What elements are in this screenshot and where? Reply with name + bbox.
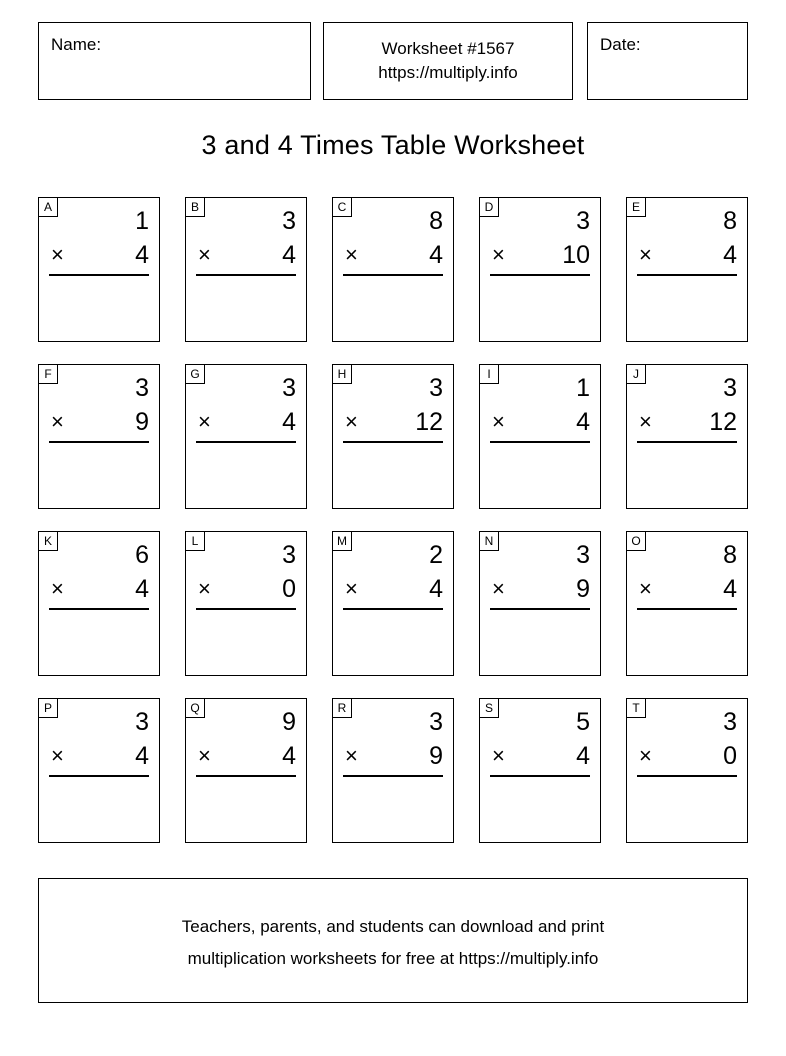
answer-rule — [49, 775, 149, 777]
problem-operand-bottom: 9 — [135, 408, 149, 436]
answer-rule — [637, 441, 737, 443]
problem-operand-bottom: 12 — [709, 408, 737, 436]
multiply-icon: × — [639, 576, 652, 601]
problem-letter: B — [185, 197, 205, 217]
problem-operand-bottom-row — [49, 739, 149, 773]
problem-item[interactable] — [626, 364, 748, 509]
multiply-icon: × — [198, 576, 211, 601]
answer-rule — [637, 608, 737, 610]
problem-operand-bottom: 4 — [135, 742, 149, 770]
date-field-box[interactable] — [587, 22, 748, 100]
problem-operand-top: 3 — [282, 207, 296, 235]
multiply-icon: × — [51, 409, 64, 434]
answer-rule — [490, 775, 590, 777]
problem-operand-bottom: 10 — [562, 241, 590, 269]
problem-letter: P — [38, 698, 58, 718]
problem-body — [196, 204, 296, 276]
problem-letter: G — [185, 364, 205, 384]
multiply-icon: × — [198, 743, 211, 768]
answer-rule — [343, 608, 443, 610]
answer-rule — [49, 441, 149, 443]
answer-rule — [49, 608, 149, 610]
problem-body — [637, 204, 737, 276]
problem-operand-top: 3 — [576, 207, 590, 235]
header-row — [38, 22, 748, 100]
multiply-icon: × — [492, 576, 505, 601]
problem-letter: O — [626, 531, 646, 551]
problem-letter: F — [38, 364, 58, 384]
answer-rule — [343, 441, 443, 443]
multiply-icon: × — [639, 743, 652, 768]
problem-operand-bottom-row — [49, 405, 149, 439]
problem-operand-bottom-row — [637, 238, 737, 272]
problem-letter: C — [332, 197, 352, 217]
answer-rule — [490, 274, 590, 276]
answer-rule — [196, 274, 296, 276]
multiply-icon: × — [492, 743, 505, 768]
footer-note — [38, 878, 748, 1003]
problem-body — [49, 705, 149, 777]
problem-operand-top: 2 — [429, 541, 443, 569]
problem-item[interactable] — [626, 698, 748, 843]
problem-item[interactable] — [185, 197, 307, 342]
problem-letter: J — [626, 364, 646, 384]
problem-letter: I — [479, 364, 499, 384]
problem-operand-bottom: 0 — [723, 742, 737, 770]
problem-body — [637, 705, 737, 777]
problem-item[interactable] — [185, 364, 307, 509]
date-label: Date: — [600, 35, 641, 54]
problem-operand-bottom-row — [490, 238, 590, 272]
multiply-icon: × — [345, 409, 358, 434]
answer-rule — [343, 274, 443, 276]
footer-line-1: Teachers, parents, and students can download and print — [181, 917, 605, 936]
problem-operand-bottom-row — [490, 572, 590, 606]
answer-rule — [490, 441, 590, 443]
name-label: Name: — [51, 35, 102, 54]
problem-item[interactable] — [332, 698, 454, 843]
worksheet-info-box — [323, 22, 573, 100]
problem-operand-bottom: 4 — [282, 241, 296, 269]
problem-letter: L — [185, 531, 205, 551]
problem-operand-bottom-row — [196, 238, 296, 272]
problem-operand-bottom: 4 — [723, 241, 737, 269]
problem-letter: D — [479, 197, 499, 217]
problem-grid — [38, 197, 750, 843]
problem-operand-top: 1 — [135, 207, 149, 235]
problem-item[interactable] — [185, 698, 307, 843]
problem-body — [490, 371, 590, 443]
problem-letter: R — [332, 698, 352, 718]
problem-item[interactable] — [332, 364, 454, 509]
problem-operand-top: 5 — [576, 708, 590, 736]
problem-operand-top: 3 — [429, 374, 443, 402]
problem-operand-top: 3 — [135, 374, 149, 402]
multiply-icon: × — [198, 409, 211, 434]
problem-operand-top: 3 — [723, 708, 737, 736]
problem-operand-bottom-row — [196, 739, 296, 773]
footer-line-2: multiplication worksheets for free at https://multiply.info — [187, 949, 599, 968]
problem-letter: Q — [185, 698, 205, 718]
problem-body — [343, 204, 443, 276]
problem-letter: N — [479, 531, 499, 551]
answer-rule — [490, 608, 590, 610]
problem-body — [343, 371, 443, 443]
problem-item[interactable] — [479, 197, 601, 342]
problem-operand-bottom: 4 — [429, 241, 443, 269]
problem-operand-bottom: 4 — [135, 575, 149, 603]
problem-operand-bottom-row — [637, 572, 737, 606]
answer-rule — [196, 441, 296, 443]
problem-body — [637, 371, 737, 443]
problem-operand-top: 3 — [723, 374, 737, 402]
multiply-icon: × — [198, 242, 211, 267]
answer-rule — [637, 775, 737, 777]
problem-letter: K — [38, 531, 58, 551]
problem-item[interactable] — [479, 698, 601, 843]
problem-operand-top: 8 — [429, 207, 443, 235]
problem-body — [49, 538, 149, 610]
problem-body — [490, 204, 590, 276]
page-title: 3 and 4 Times Table Worksheet — [201, 130, 585, 160]
answer-rule — [49, 274, 149, 276]
problem-body — [49, 371, 149, 443]
answer-rule — [343, 775, 443, 777]
problem-operand-bottom-row — [196, 405, 296, 439]
problem-operand-top: 3 — [135, 708, 149, 736]
problem-operand-bottom-row — [343, 405, 443, 439]
problem-operand-bottom-row — [49, 572, 149, 606]
multiply-icon: × — [51, 743, 64, 768]
problem-operand-top: 3 — [282, 374, 296, 402]
problem-operand-bottom-row — [196, 572, 296, 606]
problem-operand-top: 3 — [282, 541, 296, 569]
multiply-icon: × — [639, 242, 652, 267]
problem-operand-bottom: 4 — [576, 742, 590, 770]
problem-body — [637, 538, 737, 610]
worksheet-id: Worksheet #1567 — [381, 39, 515, 58]
problem-letter: E — [626, 197, 646, 217]
problem-operand-top: 8 — [723, 541, 737, 569]
problem-operand-bottom: 4 — [429, 575, 443, 603]
problem-operand-bottom-row — [49, 238, 149, 272]
multiply-icon: × — [492, 242, 505, 267]
problem-item[interactable] — [479, 531, 601, 676]
multiply-icon: × — [51, 242, 64, 267]
problem-operand-bottom-row — [637, 739, 737, 773]
problem-letter: A — [38, 197, 58, 217]
problem-letter: S — [479, 698, 499, 718]
multiply-icon: × — [639, 409, 652, 434]
problem-operand-top: 3 — [576, 541, 590, 569]
multiply-icon: × — [345, 743, 358, 768]
problem-operand-bottom: 0 — [282, 575, 296, 603]
problem-item[interactable] — [332, 531, 454, 676]
problem-operand-bottom: 4 — [576, 408, 590, 436]
problem-body — [196, 371, 296, 443]
problem-item[interactable] — [38, 698, 160, 843]
problem-letter: T — [626, 698, 646, 718]
problem-body — [196, 705, 296, 777]
problem-operand-top: 3 — [429, 708, 443, 736]
problem-operand-top: 6 — [135, 541, 149, 569]
problem-item[interactable] — [38, 531, 160, 676]
problem-operand-bottom: 4 — [723, 575, 737, 603]
problem-operand-bottom-row — [343, 238, 443, 272]
multiply-icon: × — [492, 409, 505, 434]
answer-rule — [196, 608, 296, 610]
answer-rule — [637, 274, 737, 276]
problem-operand-bottom: 4 — [282, 408, 296, 436]
site-url: https://multiply.info — [378, 63, 518, 82]
problem-body — [49, 204, 149, 276]
problem-operand-top: 9 — [282, 708, 296, 736]
problem-operand-top: 1 — [576, 374, 590, 402]
problem-body — [490, 705, 590, 777]
problem-operand-bottom-row — [490, 405, 590, 439]
multiply-icon: × — [51, 576, 64, 601]
problem-operand-bottom: 12 — [415, 408, 443, 436]
name-field-box[interactable] — [38, 22, 311, 100]
problem-operand-bottom-row — [343, 572, 443, 606]
problem-item[interactable] — [626, 531, 748, 676]
problem-operand-bottom: 4 — [135, 241, 149, 269]
problem-body — [196, 538, 296, 610]
problem-operand-bottom: 4 — [282, 742, 296, 770]
multiply-icon: × — [345, 242, 358, 267]
multiply-icon: × — [345, 576, 358, 601]
problem-operand-bottom: 9 — [576, 575, 590, 603]
problem-body — [343, 705, 443, 777]
answer-rule — [196, 775, 296, 777]
problem-operand-bottom-row — [490, 739, 590, 773]
problem-body — [343, 538, 443, 610]
problem-letter: H — [332, 364, 352, 384]
problem-operand-bottom: 9 — [429, 742, 443, 770]
problem-operand-bottom-row — [343, 739, 443, 773]
problem-item[interactable] — [479, 364, 601, 509]
problem-item[interactable] — [38, 364, 160, 509]
problem-item[interactable] — [185, 531, 307, 676]
problem-operand-bottom-row — [637, 405, 737, 439]
problem-item[interactable] — [332, 197, 454, 342]
problem-item[interactable] — [626, 197, 748, 342]
problem-letter: M — [332, 531, 352, 551]
problem-body — [490, 538, 590, 610]
problem-item[interactable] — [38, 197, 160, 342]
problem-operand-top: 8 — [723, 207, 737, 235]
